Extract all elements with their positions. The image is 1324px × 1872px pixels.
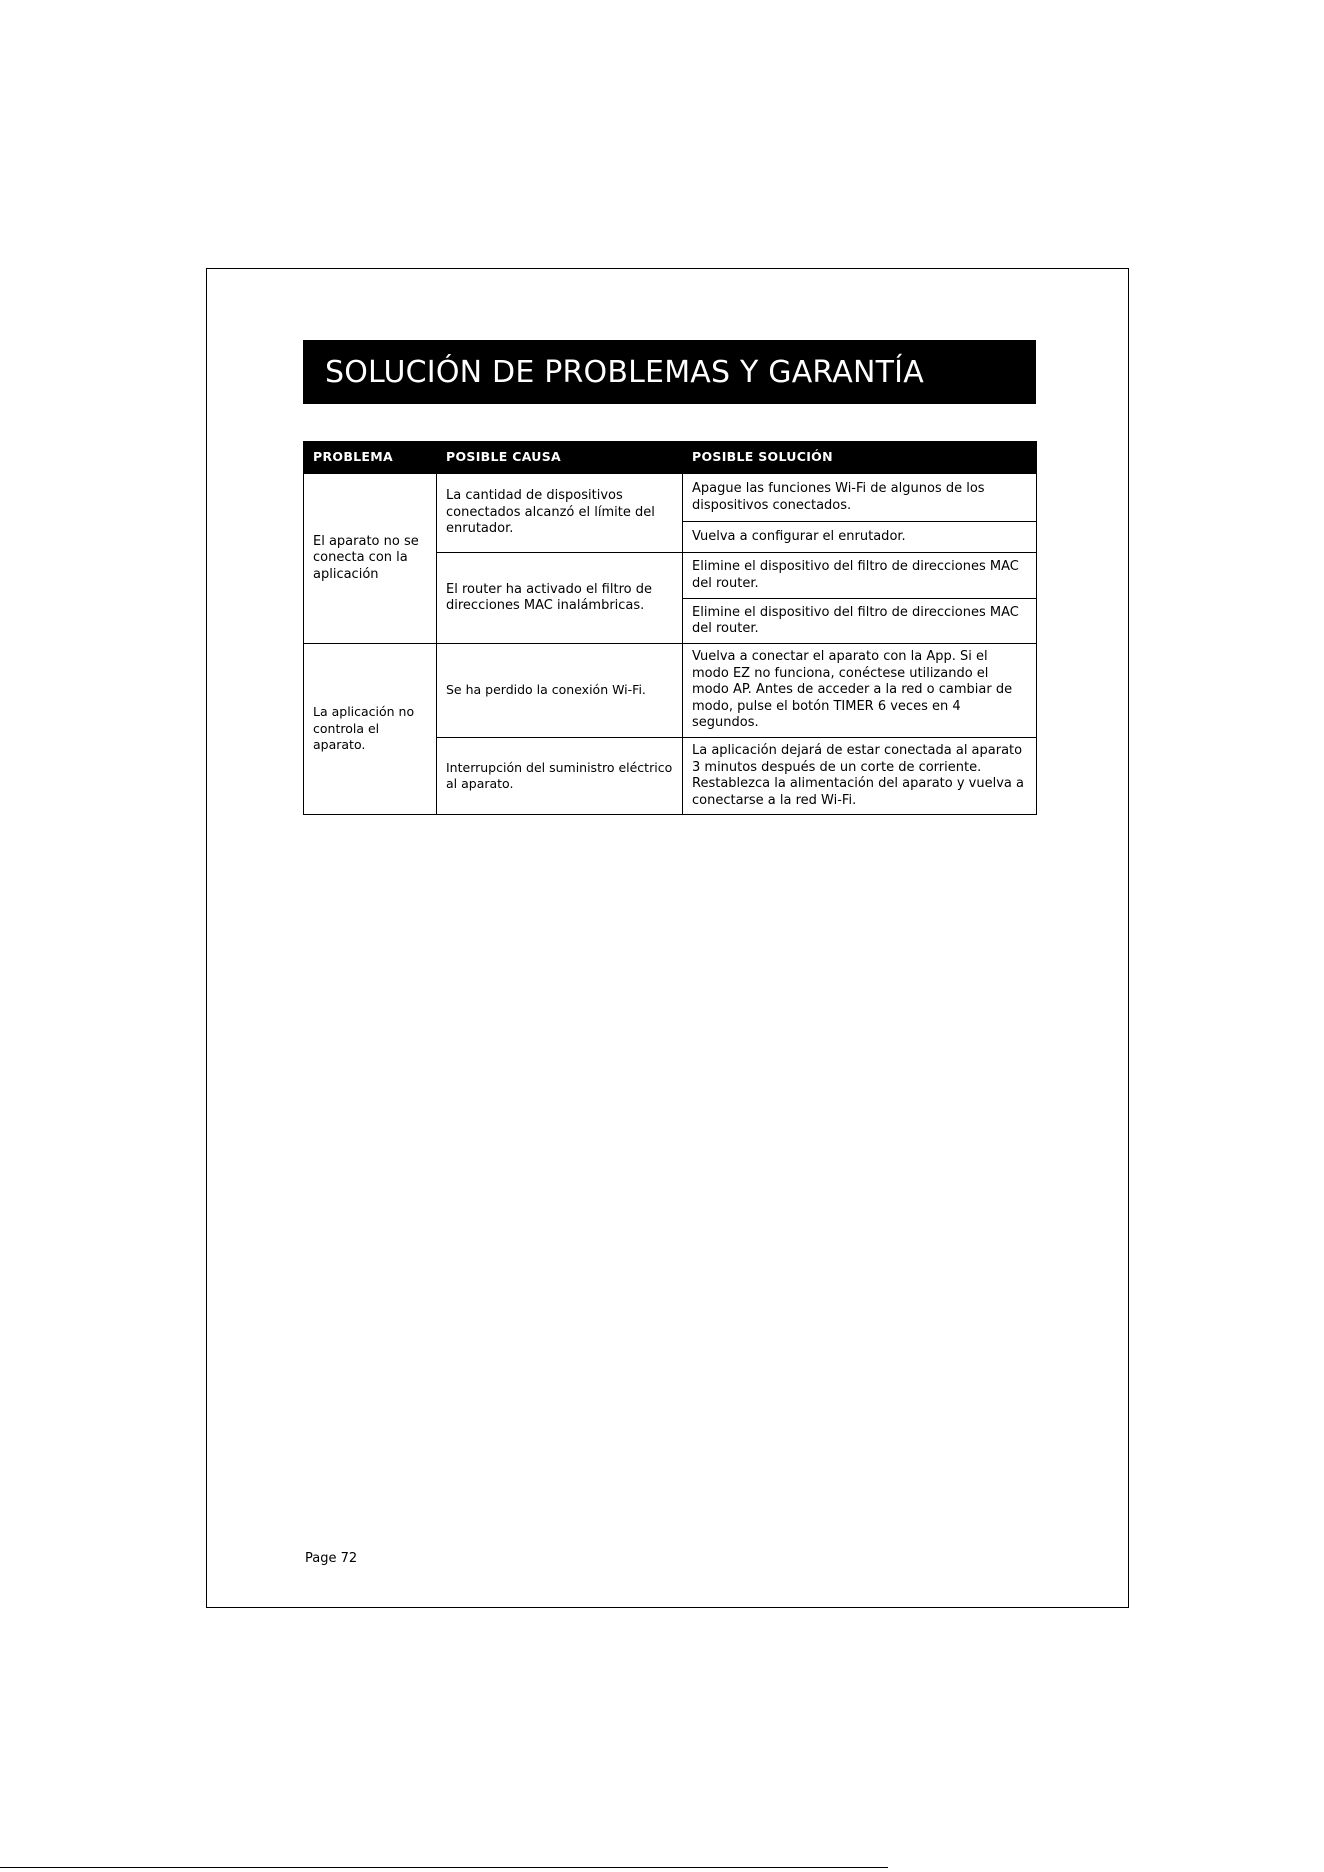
cause-cell: Interrupción del suministro eléctrico al aparato. [437, 738, 683, 815]
solution-cell: Apague las funciones Wi-Fi de algunos de los dispositivos conectados. [683, 474, 1037, 522]
solution-cell: La aplicación dejará de estar conectada al aparato 3 minutos después de un corte de corriente. Restablezca la alimentación del aparato y vuelva a conectarse a la red Wi-Fi. [683, 738, 1037, 815]
troubleshooting-table [303, 441, 1037, 815]
header-solution: POSIBLE SOLUCIÓN [683, 442, 1037, 474]
table-row [304, 474, 1037, 522]
problem-cell: La aplicación no controla el aparato. [304, 644, 437, 815]
solution-cell: Vuelva a configurar el enrutador. [683, 522, 1037, 553]
cause-cell: La cantidad de dispositivos conectados alcanzó el límite del enrutador. [437, 474, 683, 553]
solution-cell: Elimine el dispositivo del filtro de direcciones MAC del router. [683, 553, 1037, 599]
header-cause: POSIBLE CAUSA [437, 442, 683, 474]
page-title [303, 340, 1036, 404]
table-row [304, 644, 1037, 738]
page-title-text: SOLUCIÓN DE PROBLEMAS Y GARANTÍA [325, 354, 924, 390]
cause-cell: Se ha perdido la conexión Wi-Fi. [437, 644, 683, 738]
table-header-row [304, 442, 1037, 474]
solution-cell: Vuelva a conectar el aparato con la App. Si el modo EZ no funciona, conéctese utilizando el modo AP. Antes de acceder a la red o cambiar de modo, pulse el botón TIMER 6 veces en 4 segundos. [683, 644, 1037, 738]
problem-cell: El aparato no se conecta con la aplicación [304, 474, 437, 644]
bottom-rule [0, 1867, 888, 1868]
header-problem: PROBLEMA [304, 442, 437, 474]
cause-cell: El router ha activado el filtro de direcciones MAC inalámbricas. [437, 553, 683, 644]
solution-cell: Elimine el dispositivo del filtro de direcciones MAC del router. [683, 599, 1037, 644]
page-number: Page 72 [305, 1551, 358, 1566]
